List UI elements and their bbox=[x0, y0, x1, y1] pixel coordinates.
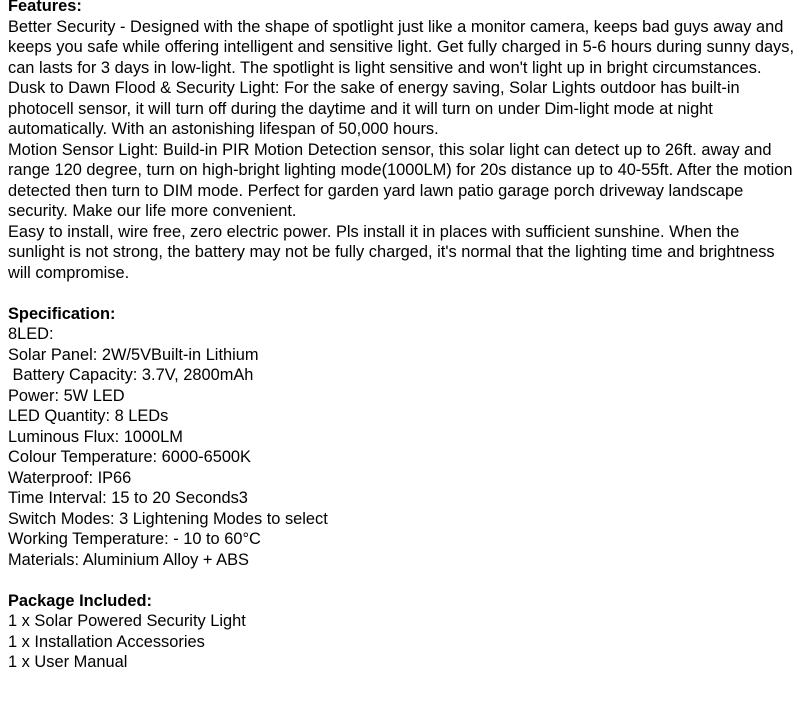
spec-line-waterproof: Waterproof: IP66 bbox=[8, 468, 132, 487]
feature-paragraph-dusk-to-dawn: Dusk to Dawn Flood & Security Light: For the sake of energy saving, Solar Lights outdoor has built-in photocell sensor, it will turn off during the daytime and it will turn on under Dim-light mode at night automatically. With an astonishing lifespan of 50,000 hours. bbox=[8, 79, 740, 138]
package-item-accessories: 1 x Installation Accessories bbox=[8, 632, 205, 651]
package-item-light: 1 x Solar Powered Security Light bbox=[8, 612, 246, 630]
spec-line-working-temperature: Working Temperature: - 10 to 60°C bbox=[8, 530, 261, 548]
package-heading: Package Included: bbox=[8, 591, 152, 610]
feature-paragraph-motion-sensor: Motion Sensor Light: Build-in PIR Motion Detection sensor, this solar light can detect up to 26ft. away and range 120 degree, turn on high-bright lighting mode(1000LM) for 20s distance up to 40-55ft. After the motion detected then turn to DIM mode. Perfect for garden yard lawn patio garage porch driveway landscape security. Make our life more convenient. bbox=[8, 140, 793, 220]
spec-line-time-interval: Time Interval: 15 to 20 Seconds3 bbox=[8, 489, 248, 507]
feature-paragraph-easy-install: Easy to install, wire free, zero electric power. Pls install it in places with sufficient sunshine. When the sunlight is not strong, the battery may not be fully charged, it's normal that the lighting time and brightness will compromise. bbox=[8, 222, 775, 282]
spec-line-switch-modes: Switch Modes: 3 Lightening Modes to select bbox=[8, 509, 328, 528]
package-item-manual: 1 x User Manual bbox=[8, 653, 128, 671]
spec-line-colour-temperature: Colour Temperature: 6000-6500K bbox=[8, 448, 251, 466]
spec-line-power: Power: 5W LED bbox=[8, 386, 125, 405]
product-description bbox=[8, 0, 798, 673]
specification-heading: Specification: bbox=[8, 304, 116, 323]
spec-line-led-quantity: LED Quantity: 8 LEDs bbox=[8, 407, 169, 425]
spec-line-materials: Materials: Aluminium Alloy + ABS bbox=[8, 550, 249, 569]
spec-line-luminous-flux: Luminous Flux: 1000LM bbox=[8, 427, 183, 446]
spec-line-battery-capacity: Battery Capacity: 3.7V, 2800mAh bbox=[8, 366, 254, 384]
section-spacer bbox=[8, 283, 798, 304]
spec-line-solar-panel: Solar Panel: 2W/5VBuilt-in Lithium bbox=[8, 345, 259, 364]
section-spacer bbox=[8, 570, 798, 591]
feature-paragraph-better-security: Better Security - Designed with the shape of spotlight just like a monitor camera, keeps bad guys away and keeps you safe while offering intelligent and sensitive light. Get fully charged in 5-6 hours during sunny days, can lasts for 3 days in low-light. The spotlight is light sensitive and won't light up in bright circumstances. bbox=[8, 17, 794, 77]
features-heading: Features: bbox=[8, 0, 82, 15]
spec-line-led: 8LED: bbox=[8, 325, 54, 343]
